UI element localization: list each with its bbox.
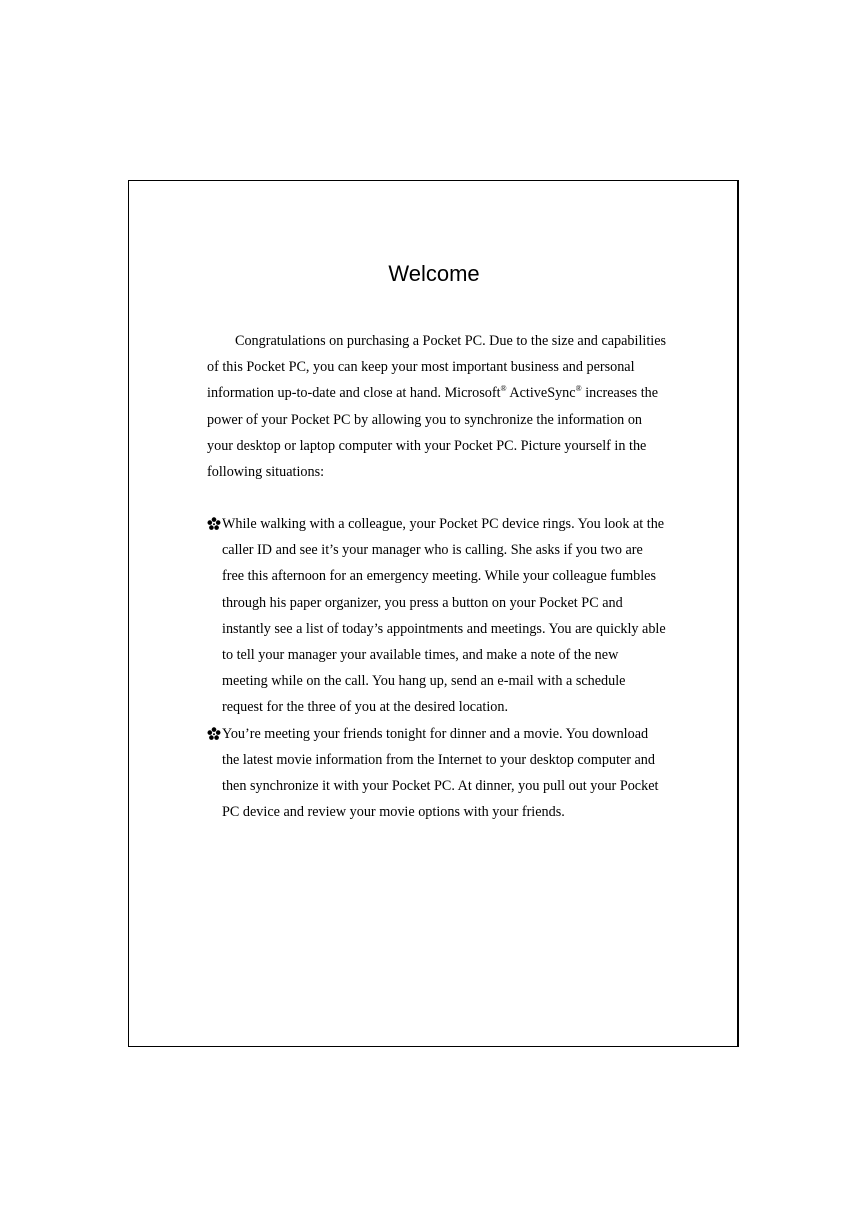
intro-paragraph bbox=[207, 328, 667, 485]
flower-bullet-icon bbox=[207, 517, 221, 531]
list-item bbox=[207, 721, 667, 826]
bullet-text: You’re meeting your friends tonight for dinner and a movie. You download the latest movie information from the Internet to your desktop computer and then synchronize it with your Pocket PC. At dinner, you pull out your Pocket PC device and review your movie options with your friends. bbox=[222, 725, 659, 821]
intro-text-part1: Congratulations on purchasing a Pocket PC. Due to the size and capabilities of this Pocket PC, you can keep your most important business and personal information up-to-date and close at hand. Microsoft bbox=[207, 333, 667, 402]
registered-mark: ® bbox=[575, 383, 582, 393]
page-title: Welcome bbox=[388, 261, 480, 286]
bullet-text: While walking with a colleague, your Pocket PC device rings. You look at the caller ID and see it’s your manager who is calling. She asks if you two are free this afternoon for an emergency meeting. While your colleague fumbles through his paper organizer, you press a button on your Pocket PC and instantly see a list of today’s appointments and meetings. You are quickly able to tell your manager your available times, and make a note of the new meeting while on the call. You hang up, send an e-mail with a schedule request for the three of you at the desired location. bbox=[222, 516, 666, 716]
intro-text-part3: increases the power of your Pocket PC by allowing you to synchronize the information on your desktop or laptop computer with your Pocket PC. Picture yourself in the following situations: bbox=[207, 385, 659, 481]
flower-bullet-icon bbox=[207, 727, 221, 741]
situations-list bbox=[207, 511, 667, 825]
list-item bbox=[207, 511, 667, 721]
intro-text-part2: ActiveSync bbox=[506, 385, 576, 402]
registered-mark: ® bbox=[500, 383, 507, 393]
